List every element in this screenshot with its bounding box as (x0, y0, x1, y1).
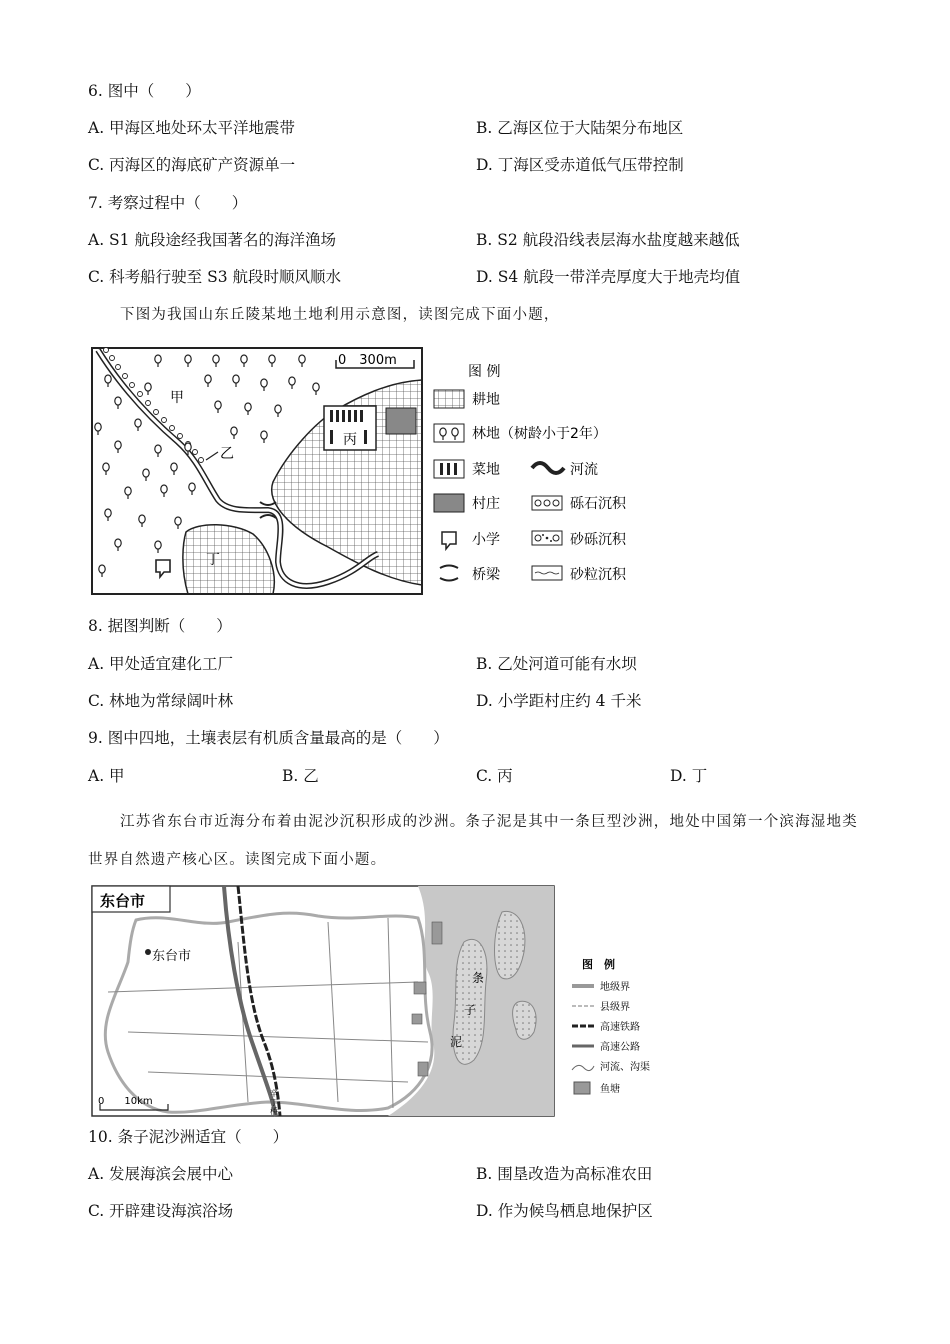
legend-farmland-label: 耕地 (472, 392, 500, 408)
question-10-option-a[interactable]: A. 发展海滨会展中心 (88, 1165, 234, 1183)
legend-fishpond-label: 鱼塘 (600, 1084, 620, 1095)
legend-sand-label: 砂粒沉积 (570, 567, 626, 583)
legend-village-label: 村庄 (472, 496, 500, 512)
place-label-yi: 乙 (220, 446, 234, 462)
legend-school-label: 小学 (472, 532, 500, 548)
question-6-stem: 6. 图中（ ） (88, 82, 201, 100)
bridge-label-char-1: 辛 (270, 1089, 278, 1098)
sandbar-char-2: 子 (464, 1003, 477, 1017)
question-8-option-b[interactable]: B. 乙处河道可能有水坝 (476, 655, 637, 673)
passage-intro-land-use: 下图为我国山东丘陵某地土地利用示意图，读图完成下面小题， (120, 307, 560, 323)
question-9-option-d[interactable]: D. 丁 (670, 767, 708, 785)
city-dot-icon (145, 949, 151, 955)
place-label-ding: 丁 (206, 552, 220, 568)
map2-legend-title: 图 例 (582, 958, 615, 971)
question-9-option-a[interactable]: A. 甲 (88, 767, 125, 785)
question-7-option-b[interactable]: B. S2 航段沿线表层海水盐度越来越低 (476, 231, 740, 249)
legend-fishpond-swatch (574, 1082, 590, 1094)
land-use-map-figure (88, 342, 648, 600)
question-7-stem: 7. 考察过程中（ ） (88, 194, 248, 212)
dongtai-map-figure (88, 882, 688, 1120)
question-10-option-b[interactable]: B. 围垦改造为高标准农田 (476, 1165, 653, 1183)
legend-expressway-label: 高速公路 (600, 1042, 640, 1053)
legend-river-swatch-2 (572, 1065, 594, 1070)
question-6-option-d[interactable]: D. 丁海区受赤道低气压带控制 (476, 156, 684, 174)
legend-vegetable-label: 菜地 (472, 462, 500, 478)
map2-scale-text: 0 10km (98, 1096, 153, 1107)
question-10-option-c[interactable]: C. 开辟建设海滨浴场 (88, 1202, 234, 1220)
legend-gravel-label: 砾石沉积 (570, 496, 626, 512)
sandbar-char-1: 条 (472, 971, 485, 985)
map2-city-label: 东台市 (152, 949, 192, 964)
question-6-option-b[interactable]: B. 乙海区位于大陆架分布地区 (476, 119, 684, 137)
question-6-option-c[interactable]: C. 丙海区的海底矿产资源单一 (88, 156, 296, 174)
legend-bridge-icon (440, 566, 458, 581)
bridge-label-char-3: 桥 (270, 1107, 278, 1116)
question-7-option-d[interactable]: D. S4 航段一带洋壳厚度大于地壳均值 (476, 268, 741, 286)
question-9-stem: 9. 图中四地，土壤表层有机质含量最高的是（ ） (88, 729, 449, 747)
village-block (386, 408, 416, 434)
sandbar-char-3: 泥 (450, 1035, 463, 1049)
bridge-label-char-2: 丁 (270, 1098, 278, 1107)
question-7-option-c[interactable]: C. 科考船行驶至 S3 航段时顺风顺水 (88, 268, 341, 286)
legend-sandgravel-label: 砂砾沉积 (570, 532, 626, 548)
question-8-stem: 8. 据图判断（ ） (88, 617, 232, 635)
legend-farmland-swatch (434, 390, 464, 408)
legend-county-boundary-label: 县级界 (600, 1002, 630, 1013)
legend-railway-label: 高速铁路 (600, 1022, 640, 1033)
place-label-bing: 丙 (343, 432, 357, 448)
map-scale-text: 0 300m (338, 353, 397, 368)
question-9-option-b[interactable]: B. 乙 (282, 767, 319, 785)
legend-school-icon (442, 532, 456, 549)
legend-prefecture-boundary-label: 地级界 (600, 982, 630, 993)
map2-title: 东台市 (100, 892, 146, 910)
legend-forest-swatch (434, 424, 464, 442)
question-7-option-a[interactable]: A. S1 航段途经我国著名的海洋渔场 (88, 231, 336, 249)
legend-river-label-2: 河流、沟渠 (600, 1062, 650, 1073)
question-10-option-d[interactable]: D. 作为候鸟栖息地保护区 (476, 1202, 653, 1220)
question-8-option-a[interactable]: A. 甲处适宜建化工厂 (88, 655, 234, 673)
legend-forest-label: 林地（树龄小于2年） (472, 426, 607, 442)
question-6-option-a[interactable]: A. 甲海区地处环太平洋地震带 (88, 119, 296, 137)
question-9-option-c[interactable]: C. 丙 (476, 767, 513, 785)
place-label-jia: 甲 (170, 390, 184, 406)
legend-bridge-label: 桥梁 (472, 567, 500, 583)
question-10-stem: 10. 条子泥沙洲适宜（ ） (88, 1128, 289, 1146)
question-8-option-c[interactable]: C. 林地为常绿阔叶林 (88, 692, 234, 710)
legend-river-swatch (532, 463, 564, 473)
question-8-option-d[interactable]: D. 小学距村庄约 4 千米 (476, 692, 642, 710)
legend-village-swatch (434, 494, 464, 512)
legend-title: 图 例 (468, 364, 501, 380)
passage-intro-tiaozini: 江苏省东台市近海分布着由泥沙沉积形成的沙洲。条子泥是其中一条巨型沙洲，地处中国第一个滨海湿地类世界自然遗产核心区。读图完成下面小题。 (88, 814, 858, 868)
legend-river-label: 河流 (570, 462, 598, 478)
